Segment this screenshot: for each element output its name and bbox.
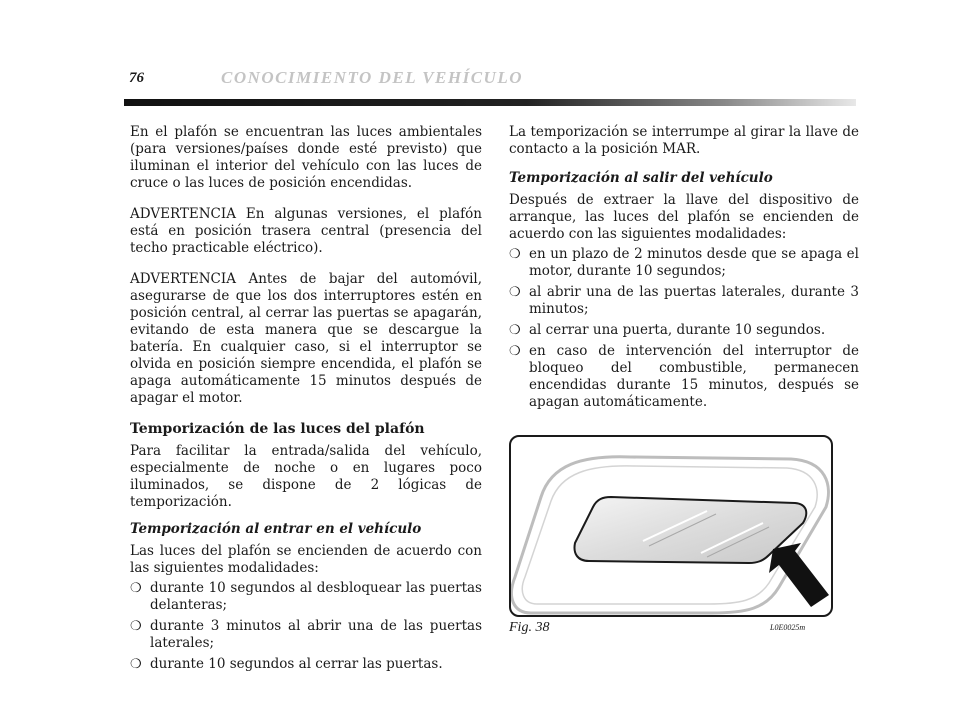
paragraph: En el plafón se encuentran las luces ambientales (para versiones/países donde esté previsto) que iluminan el interior del vehículo con las luces de cruce o las luces de posición encendidas. [130,124,482,191]
warning-paragraph: ADVERTENCIA Antes de bajar del automóvil, asegurarse de que los dos interruptores estén en posición central, al cerrar las puertas se apagarán, evitando de esta manera que se descargue la batería. En cualquier caso, si el interruptor se olvida en posición siempre encendida, el plafón se apaga automáticamente 15 minutos después de apagar el motor. [130,271,482,406]
list-item-text: durante 10 segundos al cerrar las puertas. [150,656,443,672]
list-item-text: durante 10 segundos al desbloquear las puertas delanteras; [150,580,482,613]
warning-paragraph: ADVERTENCIA En algunas versiones, el plafón está en posición trasera central (presencia del techo practicable eléctrico). [130,206,482,256]
bullet-icon: ❍ [509,323,521,338]
subsection-heading: Temporización al entrar en el vehículo [130,521,422,537]
subsection-heading: Temporización al salir del vehículo [509,170,773,186]
figure-code: L0E0025m [770,623,806,632]
list-item [130,580,482,614]
running-title: CONOCIMIENTO DEL VEHÍCULO [221,68,523,87]
list-item [509,284,859,318]
list-item-text: al abrir una de las puertas laterales, durante 3 minutos; [529,284,859,317]
list-item [509,246,859,280]
list-item-text: durante 3 minutos al abrir una de las puertas laterales; [150,618,482,651]
left-column [130,124,482,677]
paragraph: La temporización se interrumpe al girar la llave de contacto a la posición MAR. [509,124,859,157]
bullet-icon: ❍ [509,285,521,300]
right-column [509,124,859,415]
figure-caption: Fig. 38 [509,620,550,635]
list-item [509,343,859,411]
bullet-icon: ❍ [130,657,142,672]
bullet-list [509,246,859,411]
list-item-text: al cerrar una puerta, durante 10 segundos. [529,322,826,338]
list-item [130,618,482,652]
figure-dome-light-illustration [509,435,833,617]
header-rule [124,99,856,106]
bullet-icon: ❍ [130,581,142,596]
list-item [509,322,859,339]
list-item-text: en un plazo de 2 minutos desde que se apaga el motor, durante 10 segundos; [529,246,859,279]
bullet-icon: ❍ [130,619,142,634]
list-item-text: en caso de intervención del interruptor de bloqueo del combustible, permanecen encendidas durante 15 minutos, después se apagan automáticamente. [529,343,859,410]
bullet-icon: ❍ [509,344,521,359]
bullet-list [130,580,482,673]
paragraph: Para facilitar la entrada/salida del vehículo, especialmente de noche o en lugares poco iluminados, se dispone de 2 lógicas de temporización. [130,443,482,510]
section-heading: Temporización de las luces del plafón [130,421,425,437]
paragraph: Las luces del plafón se encienden de acuerdo con las siguientes modalidades: [130,543,482,576]
page-number: 76 [129,70,144,86]
dome-light-drawing [511,437,831,615]
list-item [130,656,482,673]
bullet-icon: ❍ [509,247,521,262]
paragraph: Después de extraer la llave del dispositivo de arranque, las luces del plafón se encienden de acuerdo con las siguientes modalidades: [509,192,859,242]
